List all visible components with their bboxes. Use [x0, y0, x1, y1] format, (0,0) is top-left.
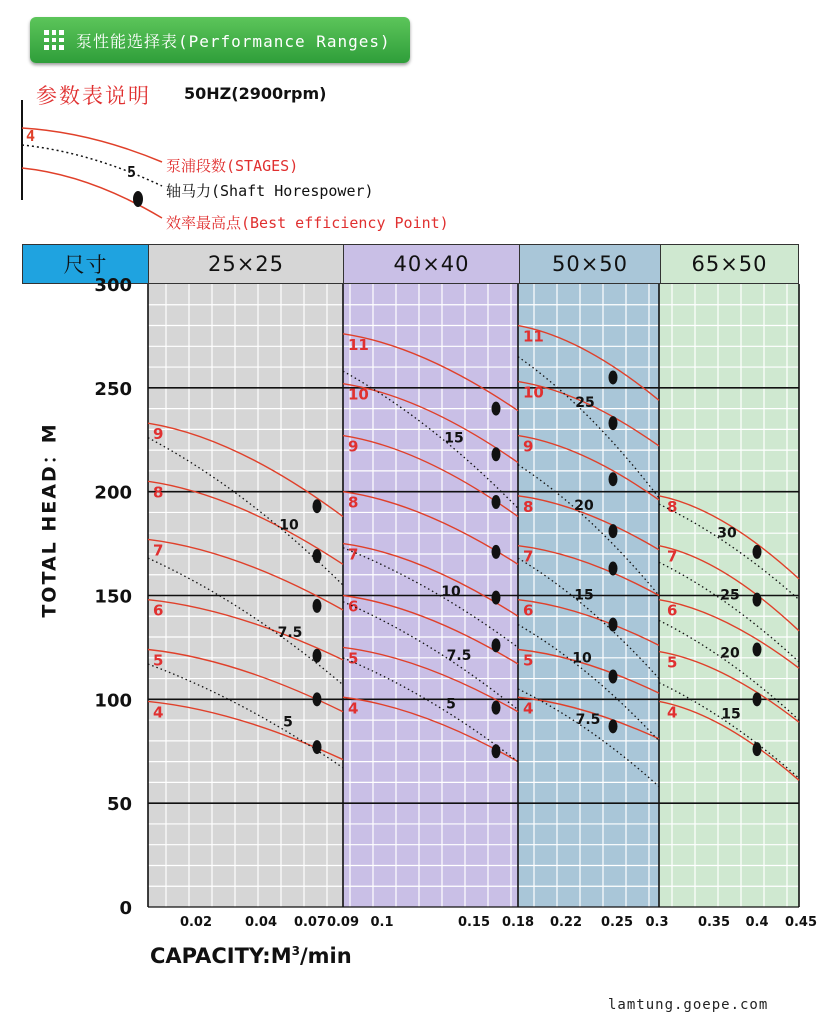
stage-label: 10: [523, 383, 544, 402]
hp-label: 20: [720, 645, 740, 662]
y-tick-label: 150: [94, 586, 132, 608]
legend-title: 参数表说明: [36, 84, 151, 108]
legend-stages-label: 泵浦段数(STAGES): [166, 157, 299, 175]
stage-label: 9: [523, 437, 534, 456]
hp-label: 7.5: [575, 712, 601, 729]
x-tick-label: 0.09: [326, 915, 360, 930]
bep-marker: [609, 562, 618, 576]
x-tick-label: 0.18: [501, 915, 535, 930]
legend-hp-label: 轴马力(Shaft Horespower): [166, 182, 374, 200]
bep-marker: [313, 499, 322, 513]
legend-hp-number: 5: [127, 163, 137, 181]
bep-marker: [753, 593, 762, 607]
bep-marker: [313, 549, 322, 563]
y-tick-label: 50: [106, 794, 132, 816]
hp-label: 10: [572, 650, 592, 667]
hp-label: 10: [441, 584, 461, 601]
hp-label: 10: [279, 517, 299, 534]
hp-label: 5: [446, 696, 456, 713]
y-tick-label: 200: [94, 482, 132, 504]
stage-label: 8: [523, 497, 534, 516]
hp-label: 30: [717, 525, 737, 542]
bep-marker: [492, 638, 501, 652]
size-cell-65x50: 65×50: [660, 244, 799, 284]
y-tick-label: 100: [94, 690, 132, 712]
size-cell-50x50: 50×50: [519, 244, 661, 284]
hp-label: 25: [720, 587, 740, 604]
size-label-cell: 尺寸: [22, 244, 149, 284]
bep-marker: [492, 591, 501, 605]
bep-marker: [609, 719, 618, 733]
stage-label: 4: [348, 699, 359, 718]
footer-site: lamtung.goepe.com: [608, 997, 769, 1013]
stage-label: 8: [348, 493, 359, 512]
x-tick-label: 0.4: [745, 915, 769, 930]
stage-label: 7: [523, 547, 534, 566]
bep-marker: [609, 472, 618, 486]
x-tick-label: 0.35: [697, 915, 731, 930]
hp-label: 7.5: [277, 624, 303, 641]
bep-marker: [609, 524, 618, 538]
stage-label: 7: [667, 547, 678, 566]
stage-label: 9: [348, 437, 359, 456]
hp-label: 15: [444, 430, 464, 447]
bep-marker: [753, 692, 762, 706]
bep-marker: [492, 701, 501, 715]
stage-label: 8: [153, 483, 164, 502]
stage-label: 8: [667, 497, 678, 516]
hp-label: 15: [721, 706, 741, 723]
bep-marker: [492, 495, 501, 509]
stage-label: 4: [523, 699, 534, 718]
y-tick-label: 0: [119, 898, 132, 919]
stage-label: 6: [667, 601, 678, 620]
hp-label: 7.5: [446, 648, 472, 665]
y-tick-label: 250: [94, 378, 132, 400]
bep-marker: [753, 742, 762, 756]
bep-marker: [313, 599, 322, 613]
x-tick-label: 0.3: [645, 915, 669, 930]
legend-stage-number: 4: [26, 127, 36, 145]
stage-label: 10: [348, 385, 369, 404]
bep-marker: [492, 545, 501, 559]
x-tick-label: 0.1: [370, 915, 394, 930]
page-title: 泵性能选择表(Performance Ranges): [76, 32, 391, 51]
stage-label: 5: [153, 651, 164, 670]
stage-label: 7: [348, 545, 359, 564]
x-axis-title-tail: /min: [299, 944, 352, 968]
hp-label: 5: [283, 714, 293, 731]
stage-label: 6: [348, 597, 359, 616]
x-tick-label: 0.07: [293, 915, 327, 930]
x-tick-label: 0.04: [244, 915, 278, 930]
stage-label: 4: [153, 703, 164, 722]
y-axis-title: TOTAL HEAD：M: [38, 422, 61, 618]
stage-label: 5: [667, 653, 678, 672]
stage-label: 6: [153, 601, 164, 620]
y-tick-label: 300: [94, 275, 132, 296]
x-axis-title-main: CAPACITY:M: [150, 944, 292, 968]
stage-label: 5: [523, 651, 534, 670]
x-axis-title: [150, 944, 352, 968]
bep-marker: [492, 402, 501, 416]
stage-label: 4: [667, 703, 678, 722]
bep-marker: [753, 642, 762, 656]
bep-marker: [313, 740, 322, 754]
stage-label: 5: [348, 649, 359, 668]
x-tick-label: 0.02: [179, 915, 213, 930]
size-cell-40x40: 40×40: [343, 244, 520, 284]
bep-marker: [492, 744, 501, 758]
stage-label: 11: [348, 335, 369, 354]
legend-bep-label: 效率最高点(Best efficiency Point): [166, 214, 449, 232]
x-axis-title-sup: 3: [291, 944, 300, 958]
size-cell-25x25: 25×25: [148, 244, 344, 284]
x-tick-label: 0.15: [457, 915, 491, 930]
x-tick-label: 0.45: [784, 915, 818, 930]
bep-marker: [609, 669, 618, 683]
bep-marker: [609, 618, 618, 632]
stage-label: 9: [153, 425, 164, 444]
bep-marker: [609, 370, 618, 384]
stage-label: 7: [153, 541, 164, 560]
x-tick-label: 0.25: [600, 915, 634, 930]
bep-marker: [492, 447, 501, 461]
legend-frequency: 50HZ(2900rpm): [184, 84, 327, 103]
bep-marker: [753, 545, 762, 559]
x-tick-label: 0.22: [549, 915, 583, 930]
bep-marker: [313, 649, 322, 663]
bep-marker: [313, 692, 322, 706]
stage-label: 6: [523, 601, 534, 620]
stage-label: 11: [523, 327, 544, 346]
hp-label: 25: [575, 395, 595, 412]
hp-label: 15: [574, 587, 594, 604]
hp-label: 20: [574, 498, 594, 515]
bep-marker: [609, 416, 618, 430]
